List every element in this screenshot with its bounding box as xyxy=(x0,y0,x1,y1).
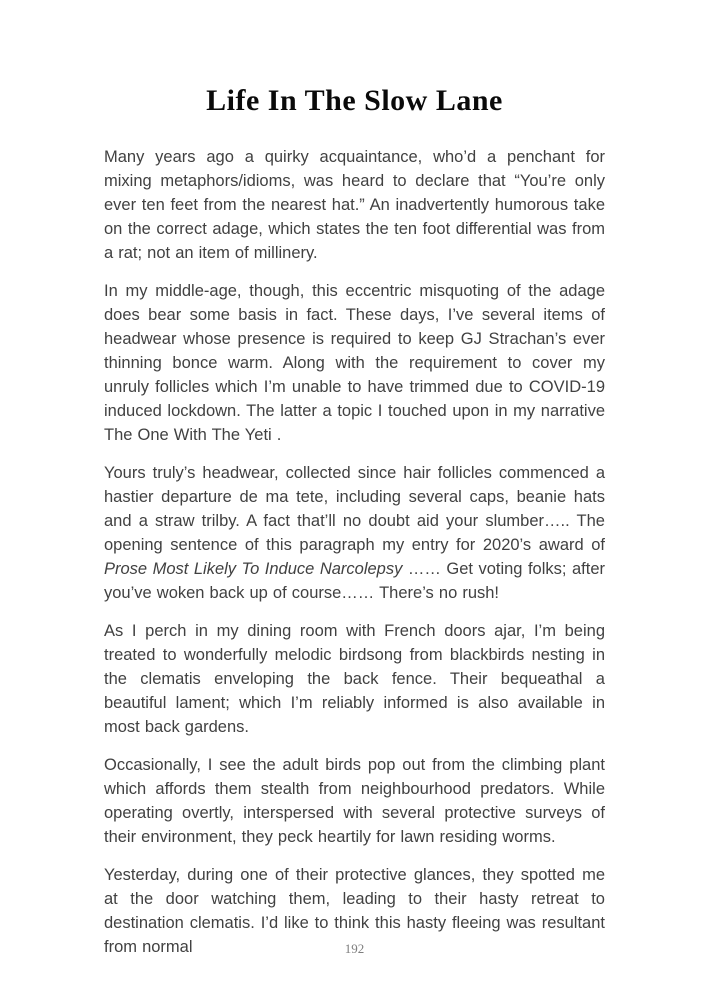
paragraph-4: As I perch in my dining room with French doors ajar, I’m being treated to wonderfully melodic birdsong from blackbirds nesting in the clematis enveloping the back fence. Their bequeathal a beautiful lament; which I’m reliably informed is also available in most back gardens. xyxy=(104,622,605,736)
paragraph-2: In my middle-age, though, this eccentric misquoting of the adage does bear some basis in fact. These days, I’ve several items of headwear whose presence is required to keep GJ Strachan’s ever thinning bonce warm. Along with the requirement to cover my unruly follicles which I’m unable to have trimmed due to COVID-19 induced lockdown. The latter a topic I touched upon in my narrative The One With The Yeti . xyxy=(104,282,605,444)
page-number: 192 xyxy=(344,941,365,956)
paragraph-6: Yesterday, during one of their protective glances, they spotted me at the door watching them, leading to their hasty retreat to destination clematis. I’d like to think this hasty fleeing was resultant from normal xyxy=(104,866,605,956)
paragraph-5: Occasionally, I see the adult birds pop out from the climbing plant which affords them stealth from neighbourhood predators. While operating overtly, interspersed with several protective surveys of their environment, they peck heartily for lawn residing worms. xyxy=(104,756,605,846)
paragraph-3-italic-phrase: Prose Most Likely To Induce Narcolepsy xyxy=(104,560,403,578)
paragraph-3-text-before: Yours truly’s headwear, collected since hair follicles commenced a hastier departure de ma tete, including several caps, beanie hats and a straw trilby. A fact that’ll no doubt aid your slumber….. The opening sentence of this paragraph my entry for 2020’s award of xyxy=(104,464,605,554)
paragraph-1: Many years ago a quirky acquaintance, who’d a penchant for mixing metaphors/idioms, was heard to declare that “You’re only ever ten feet from the nearest hat.” An inadvertently humorous take on the correct adage, which states the ten foot differential was from a rat; not an item of millinery. xyxy=(104,148,605,262)
paragraph-3 xyxy=(104,461,605,605)
page-title: Life In The Slow Lane xyxy=(206,84,503,117)
page-content xyxy=(104,84,605,973)
paragraph-3-text-after: …… Get voting folks; after you’ve woken back up of course…… There’s no rush! xyxy=(104,560,606,602)
